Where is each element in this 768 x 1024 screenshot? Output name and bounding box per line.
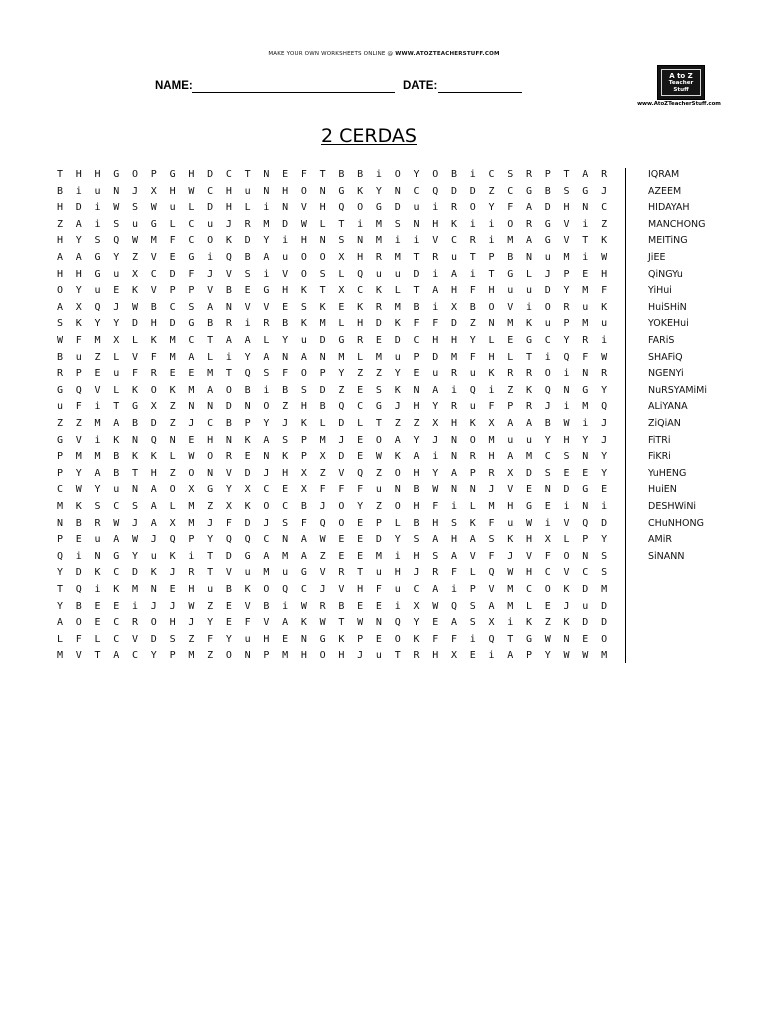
grid-row: B u Z L V F M A L i Y A N A N M L M u P D M F H L T i Q F W [57, 351, 611, 363]
word-list-item: ZiQiAN [648, 418, 681, 429]
word-list-item: SHAFiQ [648, 351, 683, 363]
grid-row: B i u N J X H W C H u N H O N G K Y N C Q D D Z C G B S G J [57, 185, 611, 197]
grid-row: P E u A W J Q P Y Q Q C N A W E E D Y S A H A S K H X L P Y [57, 534, 611, 546]
atoz-logo [657, 65, 705, 100]
grid-row: G Q V L K O K M A O B i B S D Z E S K N A i Q i Z K Q N G Y [57, 384, 611, 396]
word-list-item: NGENYi [648, 368, 684, 380]
word-list-item: SiNANN [648, 550, 685, 562]
grid-row: Y B E E i J J W Z E V B i W R B E E i X W Q S A M L E J u D [57, 600, 611, 612]
word-list-item: ALiYANA [648, 401, 688, 413]
date-label: DATE: [403, 80, 438, 92]
word-list-item: NuRSYAMiMi [648, 384, 707, 396]
word-list-item: YiHui [648, 285, 672, 297]
grid-row: Z A i S u G L C u J R M D W L T i M S N H K i i O R G V i Z [57, 218, 611, 230]
grid-row: H H G u X C D F J V S i V O S L Q u u D i A i T G L J P E H [57, 268, 611, 280]
grid-row: C W Y u N A O X G Y X C E X F F F u N B W N N J V E N D G E [57, 484, 611, 496]
word-list-item: YOKEHui [648, 318, 689, 330]
promo-text: MAKE YOUR OWN WORKSHEETS ONLINE @ [268, 51, 396, 57]
word-list-item: FiTRi [648, 434, 671, 446]
grid-row: W F M X L K M C T A A L Y u D G R E D C H H Y L E G C Y R i [57, 335, 611, 346]
word-list-item: AZEEM [648, 185, 682, 197]
grid-row: A X Q J W B C S A N V V E S K E K R M B i X B O V i O R u K [57, 301, 611, 313]
grid-row: N B R W J A X M J F D J S F Q O E P L B H S K F u W i V Q D [57, 517, 611, 529]
logo-frame [661, 69, 701, 96]
grid-row: L F L C V D S Z F Y u H E N G K P E O K F F i Q T G W N E O [57, 633, 611, 645]
word-list-item: QiNGYu [648, 268, 683, 280]
word-list-item: FARiS [648, 335, 675, 346]
logo-line-3: Stuff [673, 86, 689, 93]
word-list-item: HuiEN [648, 484, 677, 496]
grid-row: T Q i K M N E H u B K O Q C J V H F u C A i P V M C O K D M [57, 584, 611, 595]
grid-row: O Y u E K V P P V B E G H K T X C K L T A H F H u u D Y M F [57, 285, 611, 297]
worksheet-title: 2 CERDAS [321, 125, 417, 147]
grid-row: Y D K C D K J R T V u M u G V R T u H J R F L Q W H C V C S [57, 567, 611, 579]
word-list-item: IQRAM [648, 169, 680, 180]
promo-line [0, 51, 768, 58]
word-list-item: FiKRi [648, 451, 671, 463]
logo-line-2: Teacher [668, 79, 694, 86]
grid-divider [625, 168, 626, 663]
grid-row: S K Y Y D H D G B R i R B K M L H D K F F D Z N M K u P M u [57, 318, 611, 330]
word-list-item: HuiSHiN [648, 301, 687, 313]
grid-row: u F i T G X Z N N D N O Z H B Q C G J H Y R u F P R J i M Q [57, 401, 611, 413]
name-label: NAME: [155, 80, 193, 92]
logo-url: www.AtoZTeacherStuff.com [637, 101, 721, 107]
word-list-item: CHuNHONG [648, 517, 704, 529]
name-blank-line [192, 80, 395, 93]
grid-row: T H H G O P G H D C T N E F T B B i O Y O B i C S R P T A R [57, 169, 611, 180]
word-list-item: MEITiNG [648, 235, 688, 247]
grid-row: P M M B K K L W O R E N K P X D E W K A i N R H A M C S N Y [57, 451, 611, 463]
grid-row: R P E u F R E E M T Q S F O P Y Z Z Y E u R u K R R O i N R [57, 368, 611, 380]
grid-row: A A G Y Z V E G i Q B A u O O X H R M T R u T P B N u M i W [57, 252, 611, 263]
grid-row: P Y A B T H Z O N V D J H X Z V Q Z O H Y A P R X D S E E Y [57, 467, 611, 479]
word-list-item: DESHWiNi [648, 501, 697, 512]
grid-row: G V i K N Q N E H N K A S P M J E O A Y J N O M u u Y H Y J [57, 434, 611, 446]
word-list-item: MANCHONG [648, 218, 706, 230]
grid-row: H Y S Q W M F C O K D Y i H N S N M i i V C R i M A G V T K [57, 235, 611, 247]
date-blank-line [438, 80, 522, 93]
logo-line-1: A to Z [669, 71, 693, 80]
word-list-item: YuHENG [648, 467, 687, 479]
word-list-item: HIDAYAH [648, 202, 690, 214]
grid-row: Z Z M A B D Z J C B P Y J K L D L T Z Z X H K X A A B W i J [57, 418, 611, 429]
grid-row: A O E C R O H J Y E F V A K W T W N Q Y E A S X i K Z K D D [57, 617, 611, 629]
grid-row: M V T A C Y P M Z O N P M H O H J u T R H X E i A P Y W W M [57, 650, 611, 662]
word-list-item: AMiR [648, 534, 672, 546]
word-list-item: JiEE [648, 252, 666, 263]
grid-row: H D i W S W u L D H L i N V H Q O G D u i R O Y F A D H N C [57, 202, 611, 214]
grid-row: M K S C S A L M Z X K O C B J O Y Z O H F i L M H G E i N i [57, 501, 611, 512]
promo-site-link: WWW.ATOZTEACHERSTUFF.COM [395, 51, 500, 57]
grid-row: Q i N G Y u K i T D G A M A Z E E M i H S A V F J V F O N S [57, 550, 611, 562]
